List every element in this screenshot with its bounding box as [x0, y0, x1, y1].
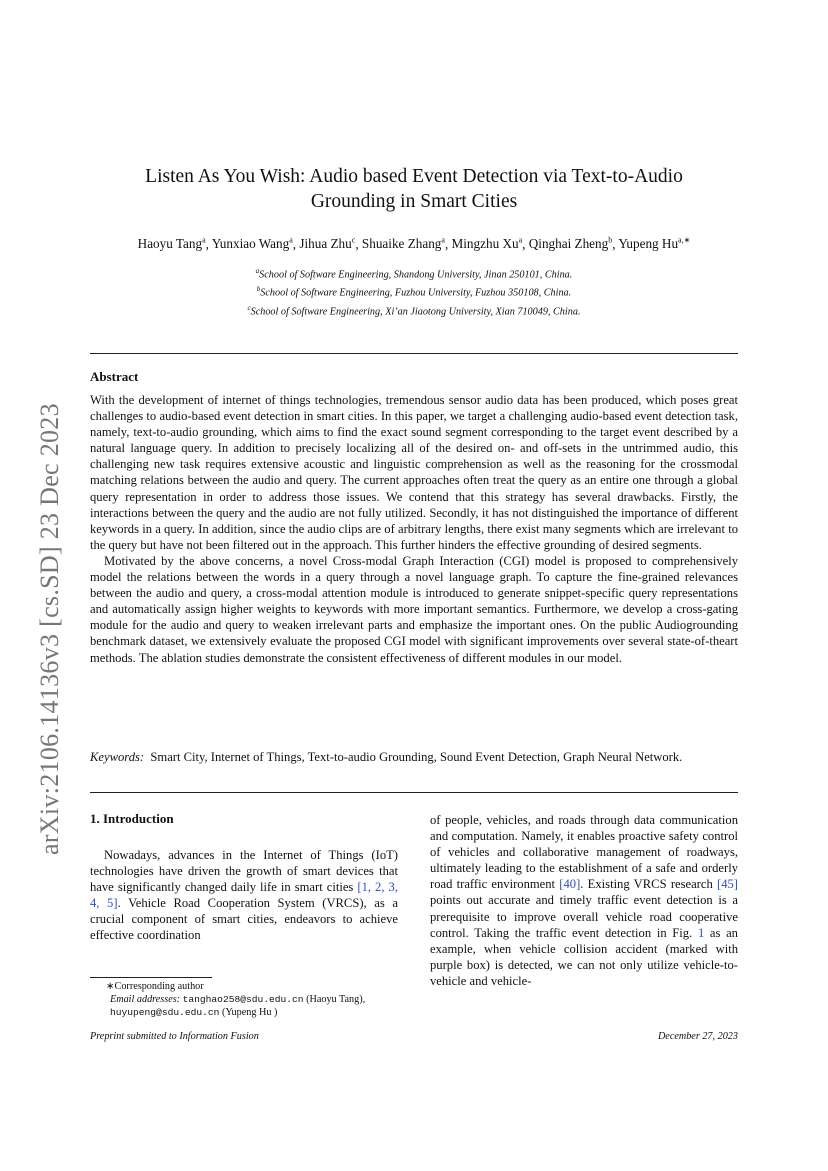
affiliation-mark: a: [255, 267, 260, 275]
affiliation-line: [90, 264, 738, 282]
author-affiliation-mark: a: [202, 236, 206, 245]
footer-preprint-note: Preprint submitted to Information Fusion: [90, 1031, 259, 1042]
citation-link[interactable]: [40]: [559, 877, 581, 892]
section-heading-introduction: 1. Introduction: [90, 811, 174, 826]
author-affiliation-mark: a: [289, 236, 293, 245]
abstract-heading: Abstract: [90, 369, 139, 384]
intro-text: points out accurate and timely traffic event detection is a prerequisite to improve overall vehicle road cooperative control. Taking the traffic event detection in Fig.: [430, 893, 738, 940]
intro-text: as an example, when vehicle collision accident (marked with purple box) is detected, we can not only utilize vehicle-to-vehicle and vehicle-: [430, 925, 738, 988]
footnote: [90, 980, 398, 1019]
intro-right-column: [430, 812, 738, 989]
citation-link[interactable]: [1, 2, 3, 4, 5]: [90, 880, 398, 911]
citation-link[interactable]: [45]: [717, 877, 738, 892]
keywords-text: Smart City, Internet of Things, Text-to-audio Grounding, Sound Event Detection, Graph Neural Network.: [150, 750, 683, 764]
affiliation-mark: c: [247, 303, 251, 312]
intro-paragraph-1: [90, 847, 398, 944]
affiliation-list: [90, 264, 738, 319]
intro-text: Nowadays, advances in the Internet of Things (IoT) technologies have driven the growth of smart devices that have significantly changed daily life in smart cities: [90, 848, 398, 895]
abstract-bottom-rule: [90, 792, 738, 793]
affiliation-mark: b: [256, 285, 261, 294]
email-owner-2: (Yupeng Hu ): [219, 1007, 278, 1018]
affiliation-line: [90, 282, 738, 300]
abstract-top-rule: [90, 353, 738, 354]
author-name: Shuaike Zhang$^a$: [361, 236, 445, 252]
author-affiliation-mark: a,∗: [678, 236, 691, 245]
author-affiliation-mark: c: [351, 236, 356, 245]
email-link-1[interactable]: tanghao258@sdu.edu.cn: [182, 994, 304, 1005]
intro-text: of people, vehicles, and roads through data communication and computation. Namely, it enables proactive safety control of vehicles and collaborative management of roadways, ultimately leading to the establishment of a safe and orderly road traffic environment: [430, 813, 738, 892]
email-addresses: [90, 993, 398, 1019]
author-name: Haoyu Tang$^a$: [137, 236, 206, 252]
email-link-2[interactable]: huyupeng@sdu.edu.cn: [110, 1007, 220, 1018]
keywords-label: Keywords:: [90, 750, 145, 764]
figure-link[interactable]: 1: [697, 925, 705, 940]
affiliation-text: School of Software Engineering, Fuzhou University, Fuzhou 350108, China.: [260, 287, 572, 299]
author-name: Jihua Zhu$^c$: [299, 236, 356, 252]
abstract-paragraph-1: With the development of internet of things technologies, tremendous sensor audio data has been produced, which poses great challenges to audio-based event detection in smart cities. In this paper, we target a challenging audio-based event detection task, namely, text-to-audio grounding, which aims to find the exact sound segment corresponding to the target event described by a natural language query. In addition to precisely localizing all of the desired on- and off-sets in the untrimmed audio, this challenging new task requires extensive acoustic and linguistic comprehension as well as the reasoning for the crossmodal matching relations between the audio and query. The current approaches often treat the query as an entire one through a global query representation in order to address those issues. We contend that this strategy has several drawbacks. Firstly, the interactions between the query and the audio are not fully utilized. Secondly, it has not distinguished the importance of different keywords in a query. In addition, since the audio clips are of arbitrary lengths, there exist many segments which are irrelevant to the query but have not been filtered out in the approach. This further hinders the effective grounding of desired segments.: [90, 393, 738, 552]
arxiv-identifier[interactable]: arXiv:2106.14136v3 [cs.SD] 23 Dec 2023: [35, 403, 64, 855]
corresponding-author-note: ∗Corresponding author: [106, 981, 204, 992]
author-name: Yupeng $Hu^{a,∗}$: [618, 236, 691, 252]
affiliation-text: School of Software Engineering, Xi’an Jiaotong University, Xian 710049, China.: [250, 306, 581, 318]
intro-paragraph-continued: [430, 812, 738, 989]
intro-text: . Vehicle Road Cooperation System (VRCS), as a crucial component of smart cities, endeavors to achieve effective coordination: [90, 896, 398, 943]
author-name: Mingzhu Xu$^a$: [451, 236, 523, 252]
author-name: Qinghai Zheng$^b$: [528, 236, 613, 252]
keywords: [90, 749, 738, 765]
abstract-body: [90, 392, 738, 666]
abstract-paragraph-2: Motivated by the above concerns, a novel Cross-modal Graph Interaction (CGI) model is proposed to comprehensively model the relations between the words in a query through a novel language graph. To capture the fine-grained relevances between the audio and query, a cross-modal attention module is introduced to generate snippet-specific query representations and automatically assign higher weights to keywords with more important semantics. Furthermore, we develop a cross-gating module for the audio and query to weaken irrelevant parts and emphasize the important ones. On the public Audiogrounding benchmark dataset, we extensively evaluate the proposed CGI model with significant improvements over several state-of-theart methods. The ablation studies demonstrate the consistent effectiveness of different modules in our model.: [90, 553, 738, 665]
title-line-2: Grounding in Smart Cities: [310, 191, 518, 212]
author-name: Yunxiao Wang$^a$: [211, 236, 293, 252]
footnote-rule: [90, 977, 212, 978]
affiliation-line: [90, 301, 738, 319]
intro-left-column: [90, 847, 398, 944]
paper-title: [90, 164, 738, 214]
affiliation-text: School of Software Engineering, Shandong University, Jinan 250101, China.: [259, 269, 573, 281]
author-affiliation-mark: a: [518, 236, 523, 245]
intro-text: . Existing VRCS research: [580, 877, 718, 892]
author-affiliation-mark: b: [608, 236, 613, 245]
title-line-1: Listen As You Wish: Audio based Event Detection via Text-to-Audio: [145, 166, 683, 187]
author-list: Haoyu Tang$^a$, Yunxiao Wang$^a$, Jihua Zhu$^c$, Shuaike Zhang$^a$, Mingzhu Xu$^a$, Qinghai Zheng$^b$, Yupeng $Hu^{a,∗}$: [137, 236, 691, 252]
author-affiliation-mark: a: [441, 236, 445, 245]
footer-date: December 27, 2023: [657, 1031, 738, 1042]
email-owner-1: (Haoyu Tang),: [303, 994, 366, 1005]
email-label: Email addresses:: [110, 994, 181, 1005]
